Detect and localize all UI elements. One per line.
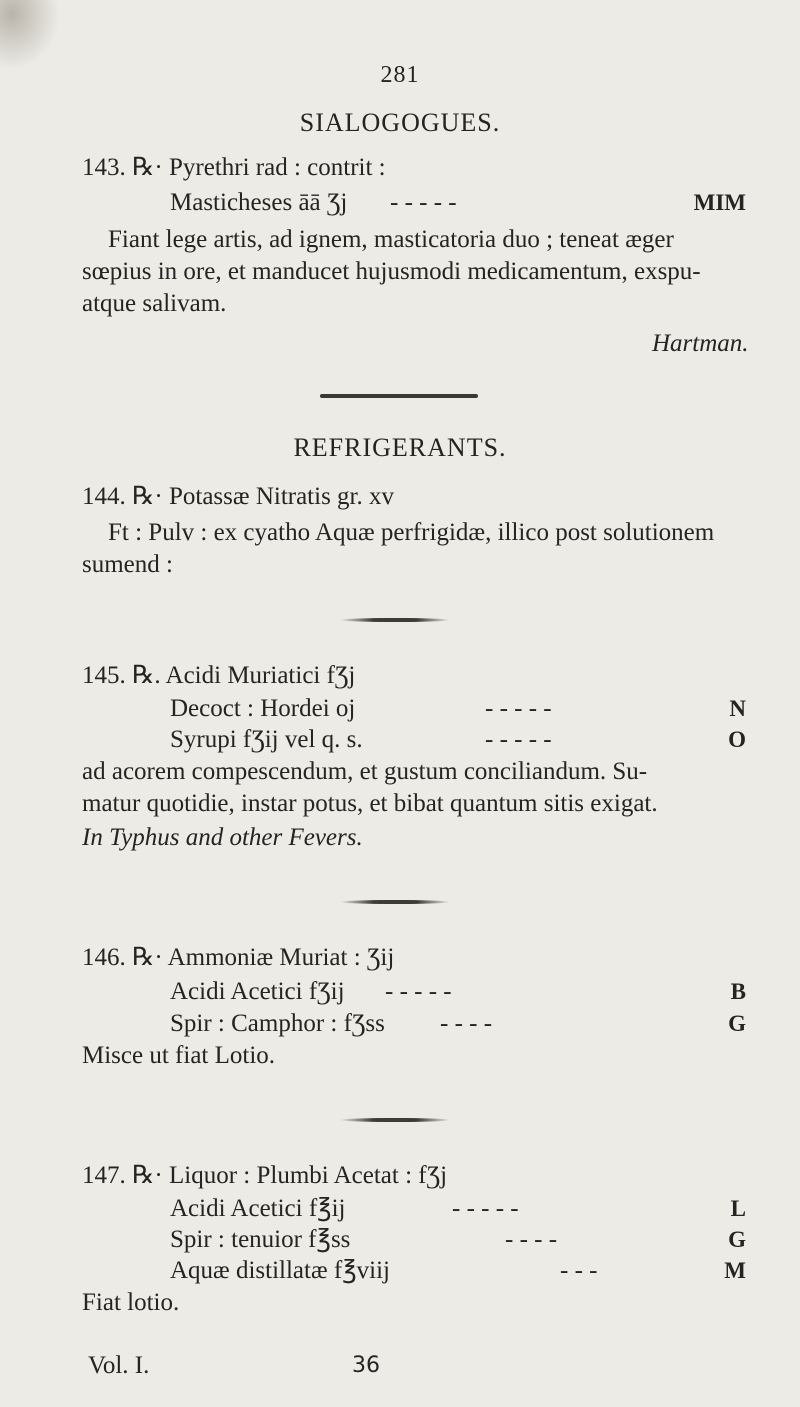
recipe-146-dashes-1: - - - - - <box>385 978 452 1005</box>
recipe-143-marker: MIM <box>693 190 746 215</box>
recipe-144-line1: 144. ℞· Potassæ Nitratis gr. xv <box>82 483 394 510</box>
recipe-145-dashes-2: - - - - - <box>485 726 552 753</box>
recipe-145-text-line1: ad acorem compescendum, et gustum conciliandum. Su- <box>82 758 648 785</box>
recipe-147-dashes-2: - - - - <box>505 1226 558 1253</box>
recipe-147-marker-2: G <box>728 1227 746 1252</box>
signature-mark: 36 <box>352 1353 380 1378</box>
recipe-146-ingredient-1: Acidi Acetici fƷij <box>170 978 345 1005</box>
volume-label: Vol. I. <box>88 1352 150 1379</box>
recipe-146-dashes-2: - - - - <box>440 1010 493 1037</box>
ornament-divider <box>340 900 450 904</box>
recipe-147-line1: 147. ℞· Liquor : Plumbi Acetat : fƷj <box>82 1162 448 1189</box>
recipe-143-text-line1: Fiant lege artis, ad ignem, masticatoria duo ; teneat æger <box>108 226 674 253</box>
recipe-145-marker-2: O <box>728 727 746 752</box>
paper-stain <box>0 0 60 70</box>
ornament-divider <box>340 618 450 622</box>
recipe-147-dashes-1: - - - - - <box>452 1195 519 1222</box>
recipe-147-ingredient-3: Aquæ distillatæ f℥viij <box>170 1257 391 1284</box>
recipe-145-text-line2: matur quotidie, instar potus, et bibat quantum sitis exigat. <box>82 790 658 817</box>
section-heading-refrigerants: REFRIGERANTS. <box>293 433 507 462</box>
recipe-147-text-line1: Fiat lotio. <box>82 1289 180 1316</box>
recipe-147-ingredient-2: Spir : tenuior f℥ss <box>170 1226 351 1253</box>
recipe-143-text-line3: atque salivam. <box>82 290 227 317</box>
recipe-147-marker-1: L <box>730 1196 746 1221</box>
recipe-145-line1: 145. ℞. Acidi Muriatici fƷj <box>82 662 356 689</box>
recipe-146-marker-2: G <box>728 1011 746 1036</box>
recipe-143-text-line2: sœpius in ore, et manducet hujusmodi medicamentum, exspu- <box>82 258 701 285</box>
recipe-143-line1: 143. ℞· Pyrethri rad : contrit : <box>82 154 386 181</box>
recipe-145-ingredient-1: Decoct : Hordei oj <box>170 695 356 722</box>
recipe-147-ingredient-1: Acidi Acetici f℥ij <box>170 1195 346 1222</box>
recipe-146-marker-1: B <box>730 979 746 1004</box>
section-heading-sialogogues: SIALOGOGUES. <box>299 108 501 137</box>
recipe-143-author: Hartman. <box>652 330 749 357</box>
recipe-143-ingredient: Masticheses āā Ʒj <box>170 189 348 216</box>
recipe-145-dashes-1: - - - - - <box>485 695 552 722</box>
recipe-147-dashes-3: - - - <box>560 1257 598 1284</box>
recipe-145-ingredient-2: Syrupi fƷij vel q. s. <box>170 726 363 753</box>
recipe-146-text-line1: Misce ut fiat Lotio. <box>82 1042 276 1069</box>
recipe-144-text-line2: sumend : <box>82 551 173 578</box>
page-number: 281 <box>380 62 420 88</box>
ornament-divider <box>340 1118 450 1122</box>
recipe-146-ingredient-2: Spir : Camphor : fƷss <box>170 1010 385 1037</box>
recipe-147-marker-3: M <box>724 1258 746 1283</box>
recipe-144-text-line1: Ft : Pulv : ex cyatho Aquæ perfrigidæ, illico post solutionem <box>108 519 715 546</box>
recipe-145-note: In Typhus and other Fevers. <box>82 824 363 851</box>
section-divider-rule <box>320 394 478 398</box>
recipe-146-line1: 146. ℞· Ammoniæ Muriat : Ʒij <box>82 944 395 971</box>
recipe-145-marker-1: N <box>729 696 746 721</box>
recipe-143-dashes: - - - - - <box>390 189 457 216</box>
